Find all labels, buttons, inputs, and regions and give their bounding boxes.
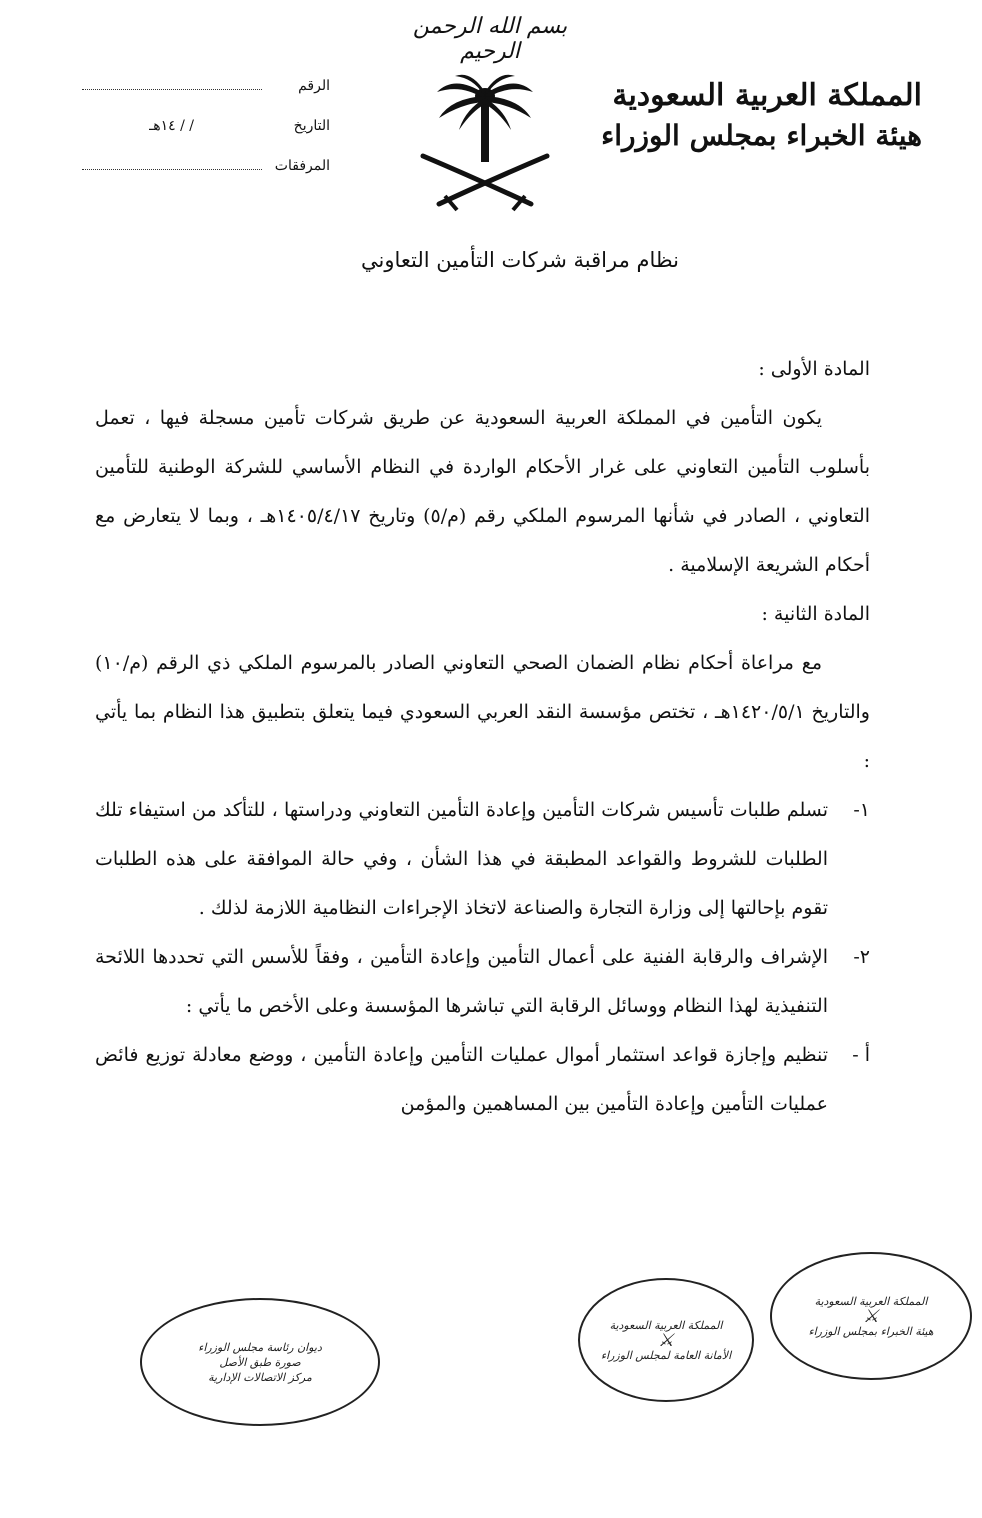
list-item-text: الإشراف والرقابة الفنية على أعمال التأمين وإعادة التأمين ، وفقاً للأسس التي تحددها اللائحة التنفيذية لهذا النظام ووسائل الرقابة التي تباشرها المؤسسة وعلى الأخص ما يأتي :: [95, 946, 828, 1017]
list-item-number: ٢-: [853, 946, 870, 968]
org-line-experts-commission: هيئة الخبراء بمجلس الوزراء: [601, 119, 922, 152]
document-body: [95, 345, 870, 1129]
attachments-row: [40, 156, 330, 196]
reference-label: الرقم: [298, 78, 330, 94]
list-item: [95, 933, 870, 1031]
org-line-kingdom: المملكة العربية السعودية: [612, 78, 922, 113]
date-label: التاريخ: [293, 118, 330, 134]
article-2-intro: مع مراعاة أحكام نظام الضمان الصحي التعاوني الصادر بالمرسوم الملكي ذي الرقم (م/١٠) والتاريخ ١٤٢٠/٥/١هـ ، تختص مؤسسة النقد العربي السعودي فيما يتعلق بتطبيق هذا النظام بما يأتي :: [95, 652, 870, 772]
stamp-top-text: المملكة العربية السعودية: [609, 1318, 723, 1332]
emblem-icon: ⚔: [862, 1305, 880, 1327]
article-1-text: يكون التأمين في المملكة العربية السعودية عن طريق شركات تأمين مسجلة فيها ، تعمل بأسلوب التأمين التعاوني على غرار الأحكام الواردة في النظام الأساسي للشركة الوطنية للتأمين التعاوني ، الصادر في شأنها المرسوم الملكي رقم (م/٥) وتاريخ ١٤٠٥/٤/١٧هـ ، وبما لا يتعارض مع أحكام الشريعة الإسلامية .: [95, 407, 870, 576]
list-item: [95, 786, 870, 933]
organization-header: [592, 76, 922, 156]
stamp-cabinet-secretariat: [578, 1278, 754, 1402]
list-item-text: تنظيم وإجازة قواعد استثمار أموال عمليات التأمين وإعادة التأمين ، ووضع معادلة توزيع فائض عمليات التأمين وإعادة التأمين بين المساهمين والمؤمن: [95, 1044, 828, 1115]
stamp-bottom-text: مركز الاتصالات الإدارية: [208, 1370, 312, 1384]
attachments-label: المرفقات: [274, 158, 330, 174]
stamp-bottom-text: هيئة الخبراء بمجلس الوزراء: [808, 1324, 934, 1338]
article-2-heading: المادة الثانية :: [761, 603, 870, 625]
article-1-heading: المادة الأولى :: [758, 358, 870, 380]
reference-row: [40, 76, 330, 116]
stamp-middle-text: صورة طبق الأصل: [219, 1355, 301, 1369]
date-row: [40, 116, 330, 156]
emblem-icon: ⚔: [657, 1329, 675, 1351]
document-title: نظام مراقبة شركات التأمين التعاوني: [361, 248, 679, 272]
reference-blank: [82, 89, 262, 90]
basmala: بسم الله الرحمن الرحيم: [412, 14, 568, 64]
list-item: [95, 1031, 870, 1129]
stamp-cabinet-presidency: [140, 1298, 380, 1426]
list-item-number: ١-: [853, 799, 870, 821]
stamp-top-text: ديوان رئاسة مجلس الوزراء: [198, 1340, 322, 1354]
date-value: / / ١٤هـ: [149, 118, 194, 134]
stamp-experts-commission: [770, 1252, 972, 1380]
saudi-emblem-icon: [415, 70, 555, 220]
list-item-number: أ -: [852, 1044, 870, 1066]
reference-block: [40, 76, 330, 196]
stamp-top-text: المملكة العربية السعودية: [814, 1294, 928, 1308]
list-item-text: تسلم طلبات تأسيس شركات التأمين وإعادة التأمين التعاوني ودراستها ، للتأكد من استيفاء تلك الطلبات للشروط والقواعد المطبقة في هذا الشأن ، وفي حالة الموافقة على هذه الطلبات تقوم بإحالتها إلى وزارة التجارة والصناعة لاتخاذ الإجراءات النظامية اللازمة لذلك .: [95, 799, 829, 919]
stamp-bottom-text: الأمانة العامة لمجلس الوزراء: [600, 1348, 732, 1362]
attachments-blank: [82, 169, 262, 170]
